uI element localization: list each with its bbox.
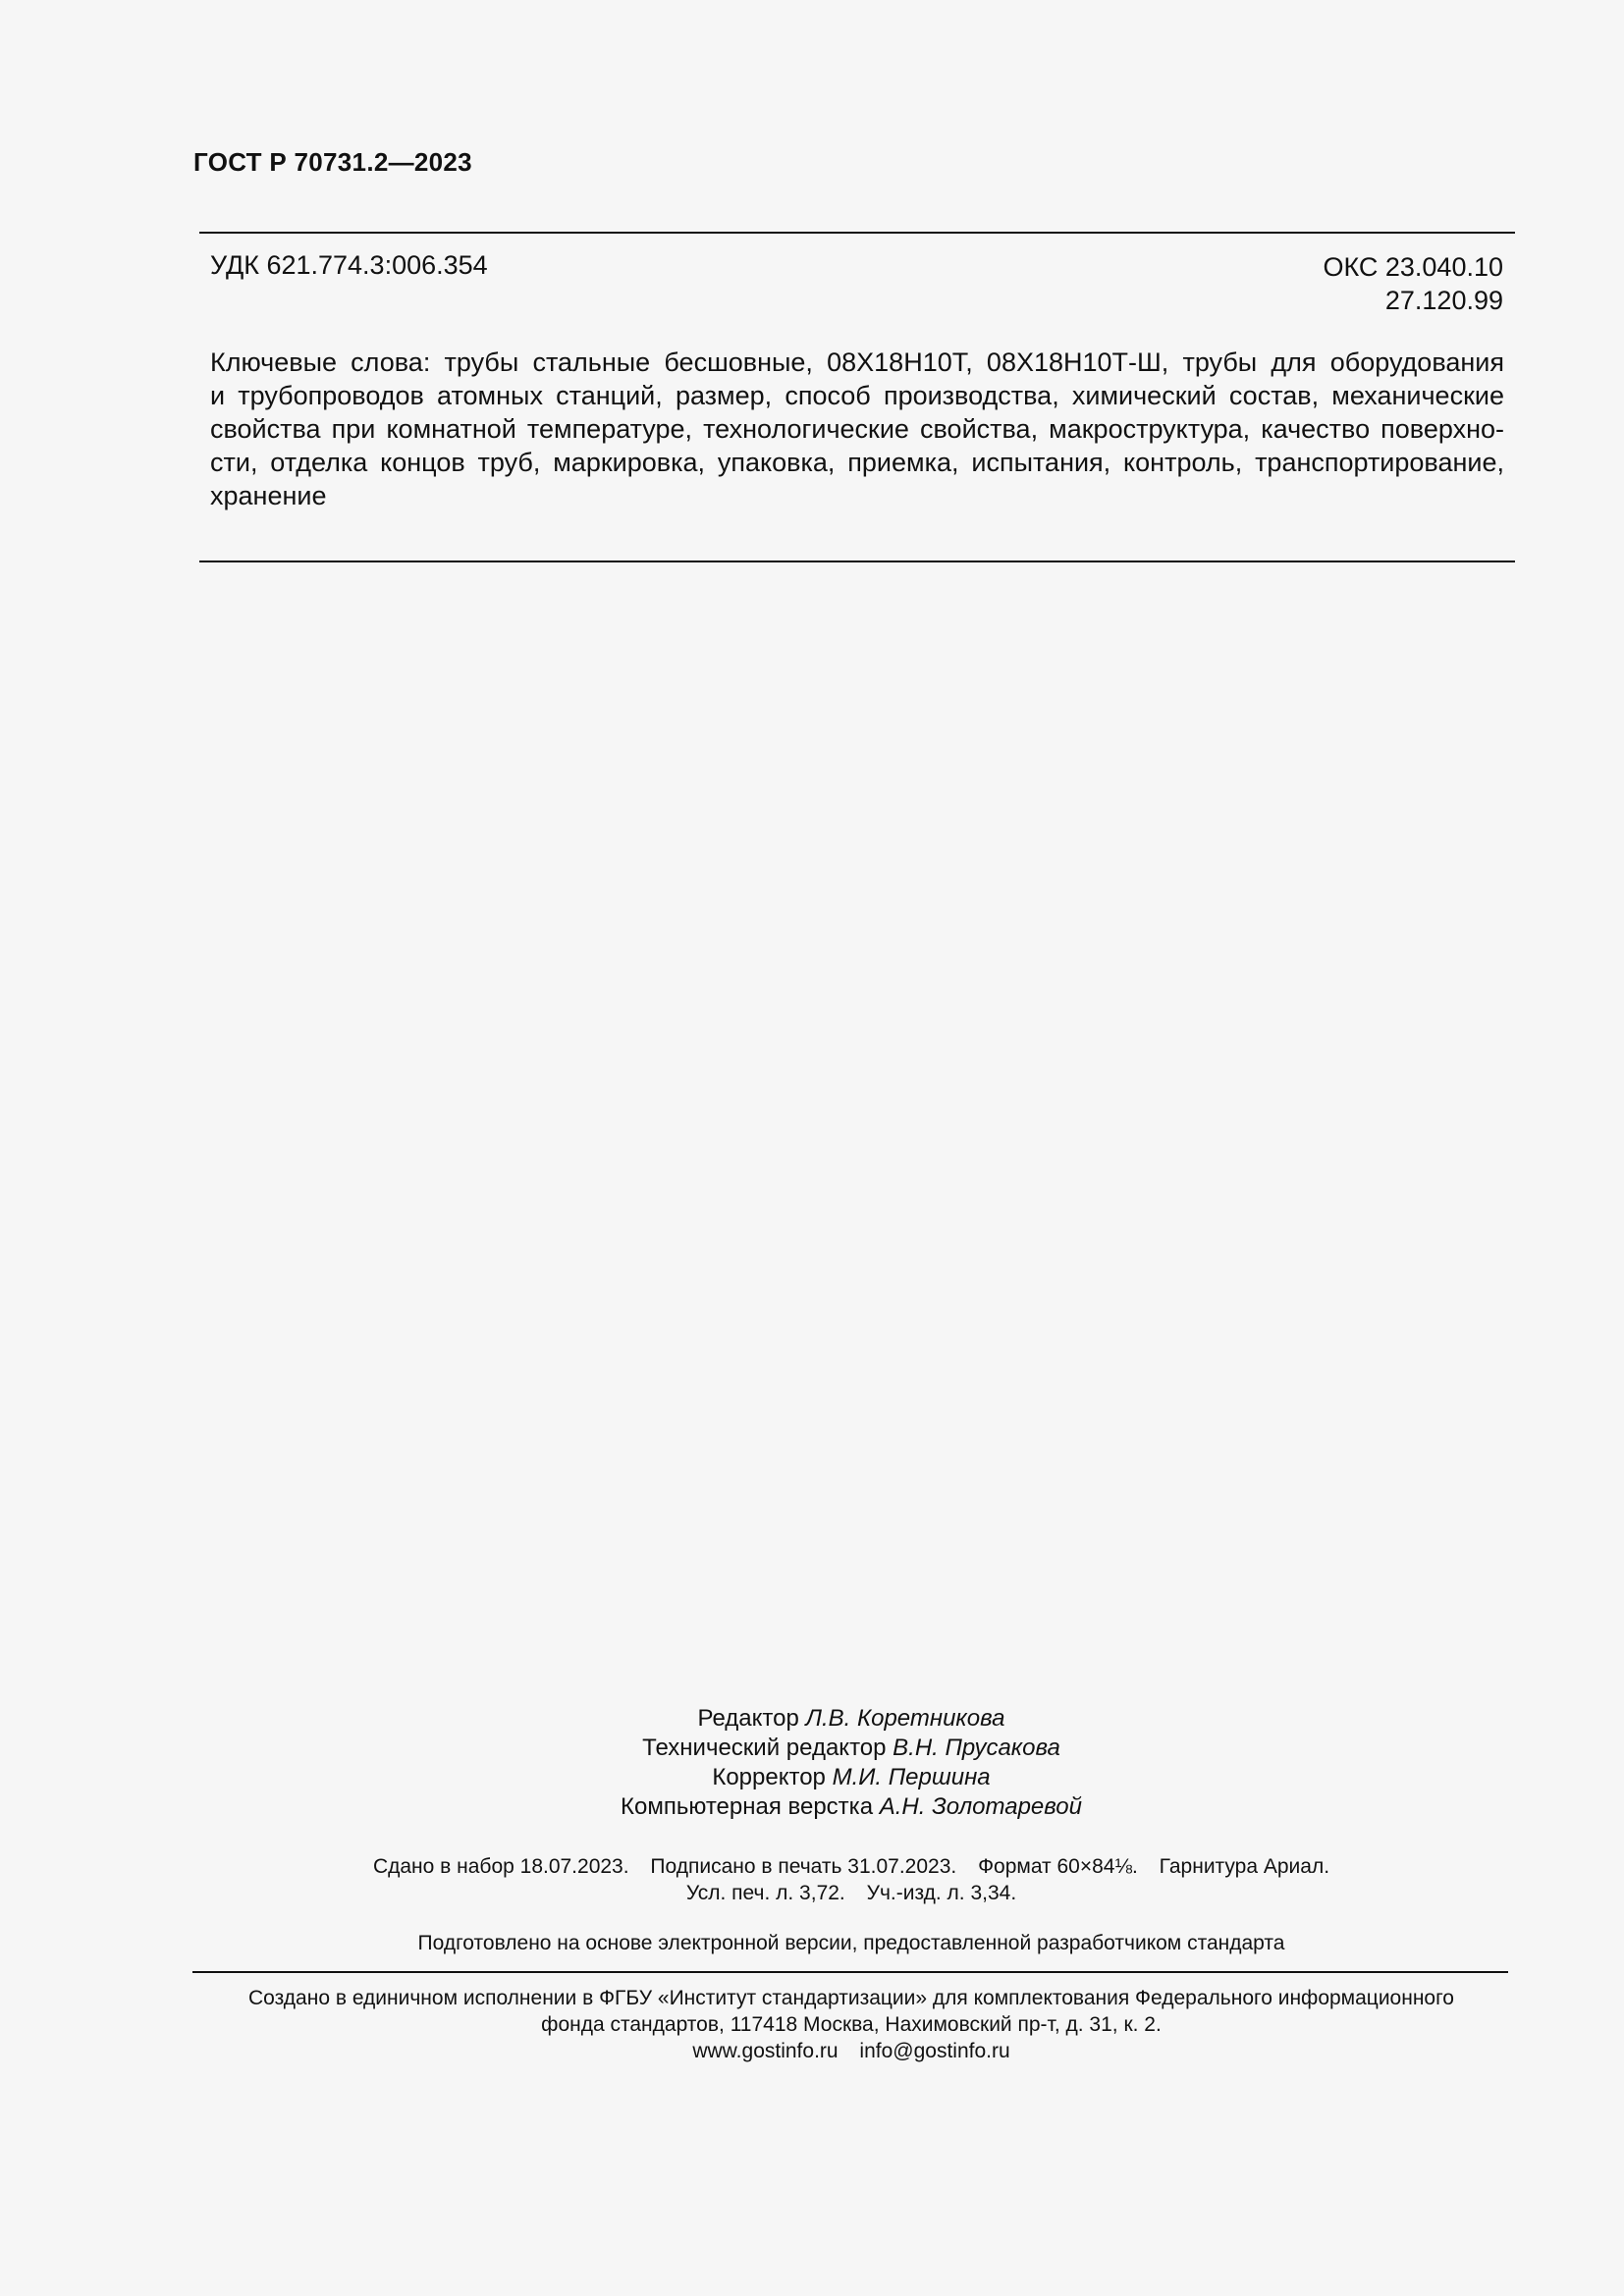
footer-divider xyxy=(192,1971,1508,1973)
udk-code: УДК 621.774.3:006.354 xyxy=(210,250,488,280)
created-line-1: Создано в единичном исполнении в ФГБУ «Институт стандартизации» для комплектования Федерального информационного xyxy=(248,1987,1454,2009)
oks-code-1: ОКС 23.040.10 xyxy=(1323,252,1503,282)
credits-block xyxy=(0,1704,1624,1822)
top-divider xyxy=(199,232,1515,234)
keywords-line: сти, отделка концов труб, маркировка, упаковка, приемка, испытания, контроль, транспортирование, xyxy=(210,448,1504,477)
created-line-2: фонда стандартов, 117418 Москва, Нахимовский пр-т, д. 31, к. 2. xyxy=(541,2013,1162,2036)
print-info-block xyxy=(0,1853,1624,1906)
keywords-line: хранение xyxy=(210,481,327,510)
typeface: Гарнитура Ариал. xyxy=(1159,1855,1330,1878)
credit-role: Редактор xyxy=(697,1705,799,1732)
keywords-paragraph xyxy=(210,346,1504,512)
credit-editor xyxy=(0,1704,1624,1734)
credit-name: Л.В. Коретникова xyxy=(805,1705,1005,1732)
keywords-line: Ключевые слова: трубы стальные бесшовные, 08Х18Н10Т, 08Х18Н10Т-Ш, трубы для оборудования xyxy=(210,347,1504,377)
keywords-bottom-divider xyxy=(199,561,1515,562)
publisher-sheets: Уч.-изд. л. 3,34. xyxy=(866,1882,1017,1904)
credit-role: Компьютерная верстка xyxy=(621,1793,874,1820)
keywords-line: и трубопроводов атомных станций, размер, способ производства, химический состав, механические xyxy=(210,381,1504,410)
keywords-line: свойства при комнатной температуре, технологические свойства, макроструктура, качество поверхно- xyxy=(210,414,1504,444)
credit-name: А.Н. Золотаревой xyxy=(879,1793,1082,1820)
print-info-line-1 xyxy=(0,1853,1624,1880)
submitted-date: Сдано в набор 18.07.2023. xyxy=(372,1855,629,1878)
website-link[interactable]: www.gostinfo.ru xyxy=(692,2040,839,2062)
contacts-line xyxy=(0,2038,1624,2064)
oks-code-2: 27.120.99 xyxy=(1384,286,1503,315)
printed-sheets: Усл. печ. л. 3,72. xyxy=(685,1882,845,1904)
created-note xyxy=(0,1985,1624,2064)
credit-layout xyxy=(0,1792,1624,1822)
print-info-line-2 xyxy=(0,1880,1624,1906)
credit-role: Технический редактор xyxy=(642,1735,887,1761)
credit-name: М.И. Першина xyxy=(832,1764,991,1790)
prepared-note: Подготовлено на основе электронной версии, предоставленной разработчиком стандарта xyxy=(417,1932,1285,1954)
print-format: Формат 60×84⅛. xyxy=(978,1855,1138,1878)
oks-codes xyxy=(1323,250,1503,317)
email-link[interactable]: info@gostinfo.ru xyxy=(859,2040,1010,2062)
credit-role: Корректор xyxy=(712,1764,826,1790)
credit-corrector xyxy=(0,1763,1624,1792)
standard-code: ГОСТ Р 70731.2—2023 xyxy=(193,147,472,177)
credit-tech-editor xyxy=(0,1734,1624,1763)
credit-name: В.Н. Прусакова xyxy=(893,1735,1060,1761)
signed-date: Подписано в печать 31.07.2023. xyxy=(650,1855,957,1878)
